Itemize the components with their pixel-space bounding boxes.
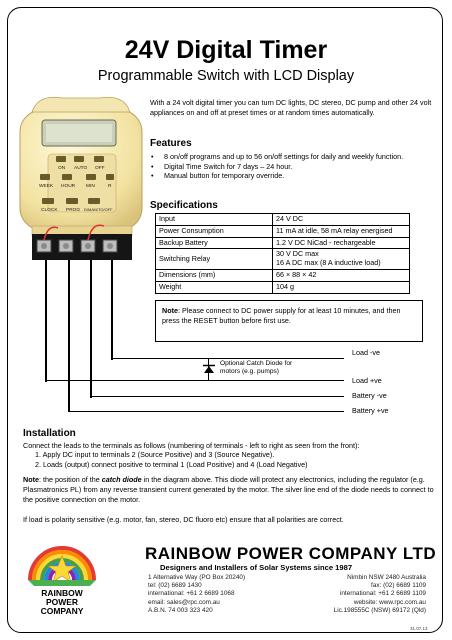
button-label-prog: PROG	[66, 208, 81, 213]
button-label-min: MIN	[86, 184, 95, 189]
diode-note: Note: the position of the catch diode in the diagram above. This diode will protect any electronics, including the regulator (e.g. Plasmatronics PL) from any reverse transient current generated by the motor. The silver line end of the diode needs to connect to the positive connection on the motor.	[23, 475, 434, 504]
feature-item: • Digital Time Switch for 7 days – 24 hour.	[150, 162, 435, 172]
button-label-dman: D/MAN/TO/OFF	[84, 207, 113, 212]
table-row	[156, 214, 410, 226]
button-label-clock: CLOCK	[41, 208, 58, 213]
button-label-hour: HOUR	[61, 184, 76, 189]
note-label: Note	[23, 475, 39, 484]
company-tagline: Designers and Installers of Solar Systems since 1987	[160, 563, 353, 572]
features-heading: Features	[150, 138, 192, 149]
button-label-r: R	[108, 184, 112, 189]
wire-battery-negative-horizontal	[90, 396, 344, 397]
timer-illustration	[18, 90, 146, 290]
features-list	[150, 152, 435, 181]
table-row	[156, 269, 410, 281]
label-battery-negative: Battery -ve	[352, 391, 387, 400]
catch-diode-emphasis: catch diode	[101, 475, 142, 484]
table-row	[156, 237, 410, 249]
feature-item: • Manual button for temporary override.	[150, 171, 435, 181]
spec-label: Backup Battery	[156, 237, 273, 249]
date-code: 31.07.13	[410, 626, 428, 631]
spec-label: Power Consumption	[156, 225, 273, 237]
installation-heading: Installation	[23, 428, 76, 439]
wire-battery-negative	[90, 260, 92, 398]
spec-label: Dimensions (mm)	[156, 269, 273, 281]
contact-right: Nimbin NSW 2480 Australia fax: (02) 6689 1109 international: +61 2 6689 1109 website: www.rpc.com.au Lic.198555C (NSW) 69172 (Qld)	[333, 574, 426, 614]
feature-item: • 8 on/off programs and up to 56 on/off settings for daily and weekly function.	[150, 152, 435, 162]
spec-value: 1.2 V DC NiCad - rechargeable	[273, 237, 410, 249]
contact-left: 1 Alternative Way (PO Box 20240) tel: (02) 6689 1430 international: +61 2 6689 1068 email: sales@rpc.com.au A.B.N. 74 003 323 420	[148, 574, 246, 614]
button-label-auto: AUTO	[74, 166, 88, 171]
spec-value	[273, 249, 410, 270]
spec-value: 66 × 88 × 42	[273, 269, 410, 281]
intro-paragraph: With a 24 volt digital timer you can turn DC lights, DC stereo, DC pump and other 24 volt appliances on and off at preset times or at random times automatically.	[150, 98, 432, 117]
spec-value: 24 V DC	[273, 214, 410, 226]
label-load-negative: Load -ve	[352, 348, 380, 357]
spec-value-line: 16 A DC max (8 A inductive load)	[276, 258, 381, 268]
logo-text: RAINBOW	[41, 588, 83, 598]
label-load-positive: Load +ve	[352, 376, 382, 385]
note-box	[155, 300, 423, 342]
specifications-heading: Specifications	[150, 200, 218, 211]
spec-value: 104 g	[273, 281, 410, 293]
table-row	[156, 281, 410, 293]
wire-load-positive	[45, 260, 47, 382]
installation-step: 1. Apply DC input to terminals 2 (Source Positive) and 3 (Source Negative).	[35, 450, 275, 459]
wire-battery-positive-horizontal	[68, 411, 344, 412]
spec-label: Weight	[156, 281, 273, 293]
table-row	[156, 225, 410, 237]
svg-text:POWER: POWER	[45, 597, 79, 607]
page-title: 24V Digital Timer	[124, 36, 328, 64]
installation-intro: Connect the leads to the terminals as follows (numbering of terminals - left to right as seen from the front):	[23, 441, 360, 450]
polarity-note: If load is polarity sensitive (e.g. motor, fan, stereo, DC fluoro etc) ensure that all polarities are correct.	[23, 515, 344, 524]
wire-load-negative	[111, 260, 113, 360]
installation-steps	[23, 450, 433, 470]
button-label-on: ON	[58, 166, 66, 171]
spec-label: Input	[156, 214, 273, 226]
rainbow-power-logo	[22, 536, 102, 624]
wire-load-negative-horizontal	[111, 358, 344, 359]
label-battery-positive: Battery +ve	[352, 406, 389, 415]
catch-diode-icon	[203, 364, 215, 374]
button-label-off: OFF	[95, 166, 105, 171]
button-label-week: WEEK	[39, 184, 54, 189]
company-name: RAINBOW POWER COMPANY LTD	[145, 544, 437, 563]
spec-value-line: 30 V DC max	[276, 249, 319, 259]
note-label: Note	[162, 306, 178, 315]
spec-value: 11 mA at idle, 58 mA relay energised	[273, 225, 410, 237]
note-text: : Please connect to DC power supply for at least 10 minutes, and then press the RESET button before first use.	[162, 306, 401, 325]
installation-step: 2. Loads (output) connect positive to terminal 1 (Load Positive) and 4 (Load Negative)	[35, 459, 308, 469]
page-subtitle: Programmable Switch with LCD Display	[97, 68, 355, 84]
wire-battery-positive	[68, 260, 70, 412]
table-row	[156, 249, 410, 270]
diode-label: Optional Catch Diode for motors (e.g. pumps)	[220, 360, 293, 375]
specifications-table	[155, 213, 410, 294]
svg-text:COMPANY: COMPANY	[40, 606, 84, 616]
spec-label: Switching Relay	[156, 249, 273, 270]
